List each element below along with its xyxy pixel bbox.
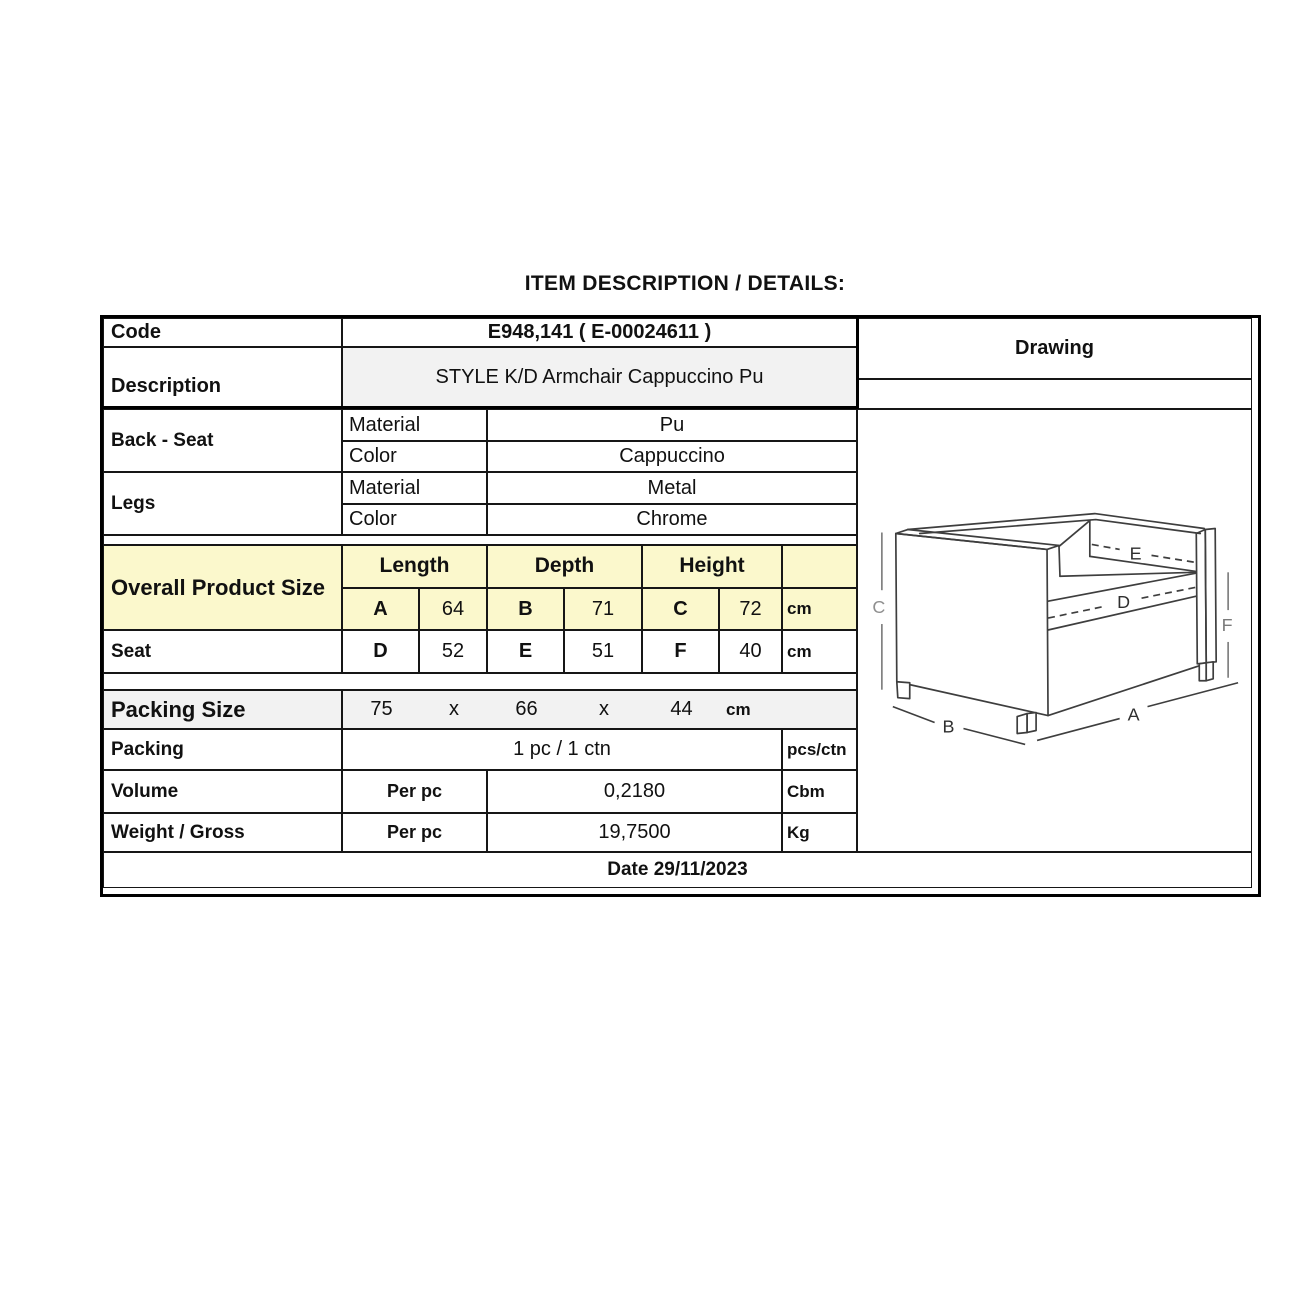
dim-f-key: F [642,630,719,673]
dim-e-key: E [487,630,564,673]
backrest-top-edge [908,514,1204,530]
right-arm-outer-face [1205,529,1216,663]
front-leg [1017,714,1027,734]
volume-value: 0,2180 [487,770,782,813]
dim-d-key: D [342,630,419,673]
dim-label-e: E [1129,543,1142,564]
back-seat-material-label: Material [342,409,487,441]
overall-header-unit-cell [782,545,857,588]
overall-header-length: Length [342,545,487,588]
spacer-row [103,535,857,545]
dim-f-value: 40 [719,630,782,673]
front-bottom-edge [1048,664,1205,716]
packing-size-v1: 75 [370,698,393,720]
volume-qualifier: Per pc [342,770,487,813]
packing-size-label: Packing Size [103,690,342,729]
packing-label: Packing [103,729,342,770]
back-seat-color-label: Color [342,441,487,472]
packing-size-unit: cm [726,699,751,719]
back-left-leg [897,682,910,699]
dim-line-d [1048,606,1106,618]
weight-label: Weight / Gross [103,813,342,852]
seat-unit: cm [782,630,857,673]
dim-label-a: A [1127,704,1140,725]
dim-line-b [893,707,935,723]
legs-label: Legs [103,472,342,535]
description-label: Description [103,347,342,407]
legs-material-label: Material [342,472,487,504]
packing-size-x1: x [449,698,459,720]
packing-value: 1 pc / 1 ctn [342,729,782,770]
date-row: Date 29/11/2023 [103,852,1252,888]
volume-unit: Cbm [782,770,857,813]
overall-size-label: Overall Product Size [103,545,342,630]
left-arm-top-face [896,530,1059,550]
legs-color-value: Chrome [487,504,857,535]
dim-line-e [1092,544,1120,549]
drawing-empty-strip [857,379,1252,409]
left-arm-outer-face [896,533,1048,715]
packing-size-x2: x [599,698,609,720]
drawing-header: Drawing [857,318,1252,379]
spec-table [100,315,1261,897]
dim-c-key: C [642,588,719,630]
dim-label-f: F [1221,614,1233,635]
overall-header-depth: Depth [487,545,642,588]
dim-label-c: C [872,597,886,618]
packing-size-values [342,690,857,729]
right-leg [1199,663,1206,681]
dim-label-b: B [942,716,955,737]
dim-e-value: 51 [564,630,642,673]
back-seat-label: Back - Seat [103,409,342,472]
packing-size-v3: 44 [670,698,693,720]
weight-qualifier: Per pc [342,813,487,852]
dim-label-d: D [1117,592,1131,613]
dim-b-key: B [487,588,564,630]
dim-a-key: A [342,588,419,630]
packing-unit: pcs/ctn [782,729,857,770]
page-title: ITEM DESCRIPTION / DETAILS: [524,272,846,295]
description-value: STYLE K/D Armchair Cappuccino Pu [342,347,857,407]
dim-a-value: 64 [419,588,487,630]
back-seat-material-value: Pu [487,409,857,441]
backrest-bottom-edge [1090,556,1195,571]
volume-label: Volume [103,770,342,813]
packing-size-v2: 66 [515,698,538,720]
drawing-cell [857,409,1252,852]
dim-line-a [1037,719,1120,741]
dim-b-value: 71 [564,588,642,630]
legs-material-value: Metal [487,472,857,504]
overall-header-height: Height [642,545,782,588]
legs-color-label: Color [342,504,487,535]
weight-value: 19,7500 [487,813,782,852]
dim-d-value: 52 [419,630,487,673]
seat-rear-edge [1060,572,1195,576]
weight-unit: Kg [782,813,857,852]
overall-unit: cm [782,588,857,630]
seat-label: Seat [103,630,342,673]
code-value: E948,141 ( E-00024611 ) [342,318,857,347]
code-label: Code [103,318,342,347]
dim-c-value: 72 [719,588,782,630]
back-seat-color-value: Cappuccino [487,441,857,472]
spacer-row [103,673,857,690]
armchair-drawing [858,409,1251,852]
